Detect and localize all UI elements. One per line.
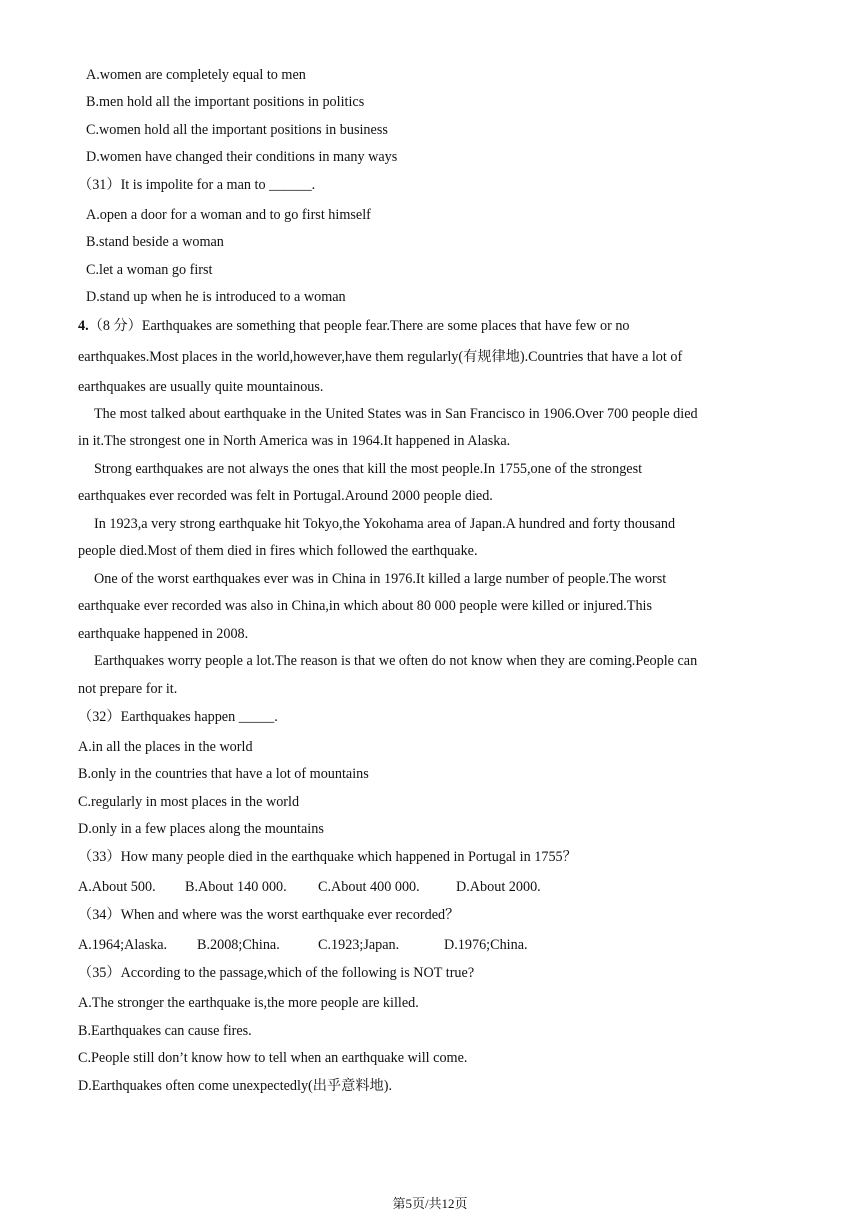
passage-para1-line1: The most talked about earthquake in the United States was in San Francisco in 1906.Over 700 people died xyxy=(94,406,698,422)
q35-option-d: D.Earthquakes often come unexpectedly(出乎意料地). xyxy=(78,1078,392,1094)
q30-option-a: A.women are completely equal to men xyxy=(86,67,306,83)
q32-option-b: B.only in the countries that have a lot of mountains xyxy=(78,766,369,782)
page-footer: 第5页/共12页 xyxy=(392,1196,468,1211)
q33-option-d: D.About 2000. xyxy=(456,879,541,895)
section4-intro-line3: earthquakes are usually quite mountainous. xyxy=(78,379,324,395)
q32-option-d: D.only in a few places along the mountains xyxy=(78,821,324,837)
q32-option-a: A.in all the places in the world xyxy=(78,739,253,755)
passage-para2-line1: Strong earthquakes are not always the ones that kill the most people.In 1755,one of the strongest xyxy=(94,461,643,477)
q30-option-d: D.women have changed their conditions in many ways xyxy=(86,149,398,165)
section4-intro-line2: earthquakes.Most places in the world,however,have them regularly(有规律地).Countries that have a lot of xyxy=(78,349,683,365)
q33-option-b: B.About 140 000. xyxy=(185,879,287,895)
q32-option-c: C.regularly in most places in the world xyxy=(78,794,300,810)
passage-para3-line2: people died.Most of them died in fires which followed the earthquake. xyxy=(78,543,478,559)
q31-option-a: A.open a door for a woman and to go first himself xyxy=(86,207,371,223)
section4-intro-line1: 4.（8 分）Earthquakes are something that people fear.There are some places that have few or no xyxy=(78,318,630,334)
section-number: 4. xyxy=(78,318,89,334)
q31-option-b: B.stand beside a woman xyxy=(86,234,224,250)
q35-option-a: A.The stronger the earthquake is,the more people are killed. xyxy=(78,995,419,1011)
passage-para2-line2: earthquakes ever recorded was felt in Portugal.Around 2000 people died. xyxy=(78,488,493,504)
passage-para5-line2: not prepare for it. xyxy=(78,681,178,697)
q34-option-a: A.1964;Alaska. xyxy=(78,937,168,953)
passage-para4-line2: earthquake ever recorded was also in China,in which about 80 000 people were killed or injured.This xyxy=(78,598,653,614)
q30-option-c: C.women hold all the important positions in business xyxy=(86,122,388,138)
q31-option-c: C.let a woman go first xyxy=(86,262,213,278)
q35-option-c: C.People still don’t know how to tell when an earthquake will come. xyxy=(78,1050,468,1066)
passage-para5-line1: Earthquakes worry people a lot.The reason is that we often do not know when they are coming.People can xyxy=(94,653,698,669)
q30-option-b: B.men hold all the important positions in politics xyxy=(86,94,365,110)
q33-stem: （33）How many people died in the earthquake which happened in Portugal in 1755？ xyxy=(78,849,577,865)
q34-option-b: B.2008;China. xyxy=(197,937,280,953)
q35-option-b: B.Earthquakes can cause fires. xyxy=(78,1023,252,1039)
q34-option-d: D.1976;China. xyxy=(444,937,528,953)
q31-stem: （31）It is impolite for a man to ______. xyxy=(78,177,316,193)
q34-option-c: C.1923;Japan. xyxy=(318,937,400,953)
q31-option-d: D.stand up when he is introduced to a woman xyxy=(86,289,346,305)
passage-para1-line2: in it.The strongest one in North America was in 1964.It happened in Alaska. xyxy=(78,433,511,449)
q33-option-c: C.About 400 000. xyxy=(318,879,420,895)
q34-stem: （34）When and where was the worst earthquake ever recorded？ xyxy=(78,907,460,923)
q32-stem: （32）Earthquakes happen _____. xyxy=(78,709,278,725)
q33-option-a: A.About 500. xyxy=(78,879,156,895)
passage-para3-line1: In 1923,a very strong earthquake hit Tokyo,the Yokohama area of Japan.A hundred and forty thousand xyxy=(94,516,676,532)
q35-stem: （35）According to the passage,which of the following is NOT true? xyxy=(78,965,475,981)
passage-para4-line3: earthquake happened in 2008. xyxy=(78,626,249,642)
passage-para4-line1: One of the worst earthquakes ever was in China in 1976.It killed a large number of people.The worst xyxy=(94,571,667,587)
